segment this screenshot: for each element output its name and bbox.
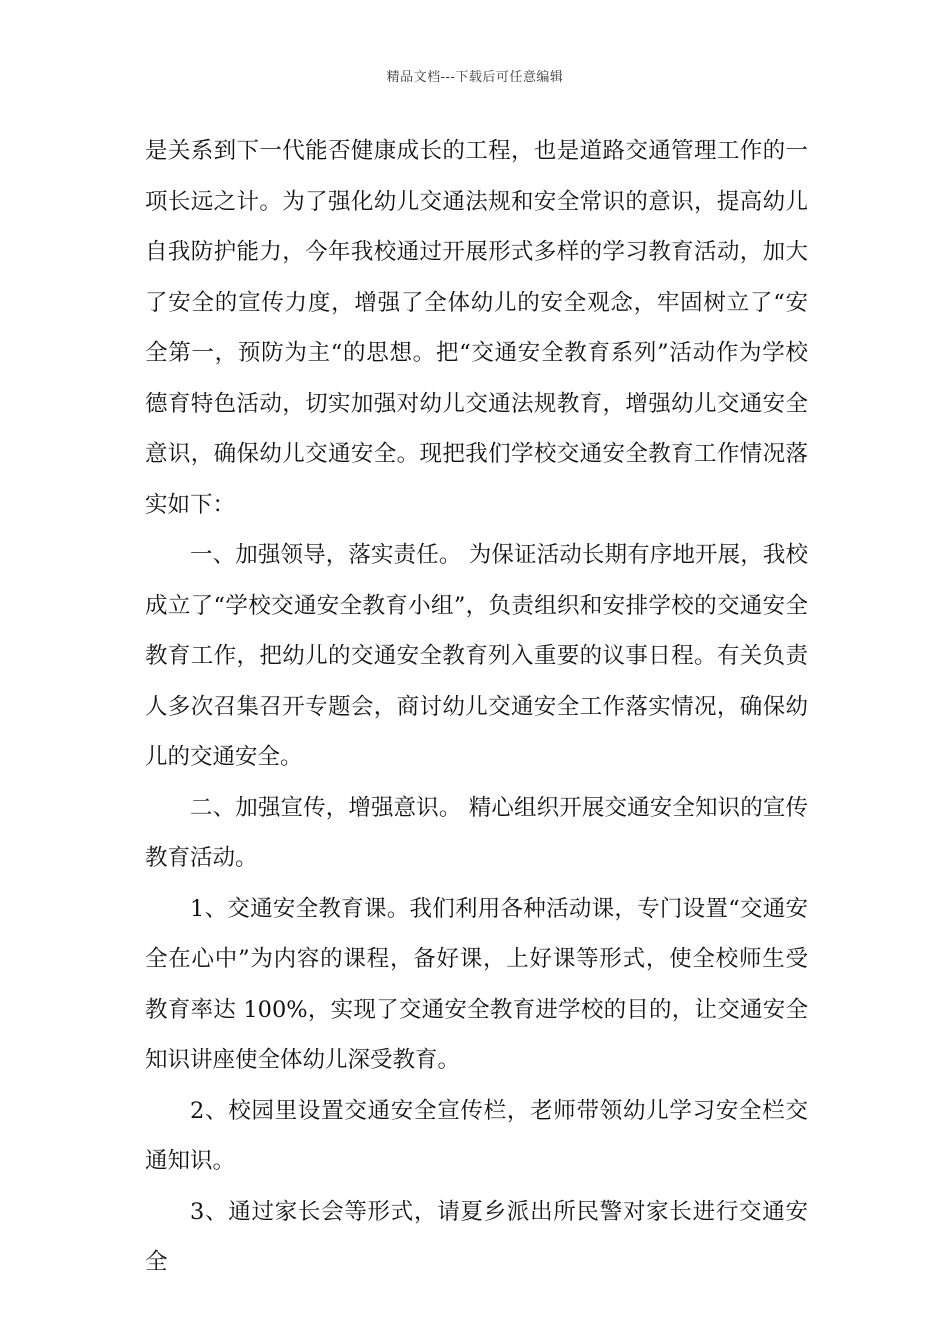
paragraph-section-2: 二、加强宣传，增强意识。 精心组织开展交通安全知识的宣传教育活动。: [145, 794, 808, 871]
paragraph-item-2: 2、校园里设置交通安全宣传栏，老师带领幼儿学习安全栏交通知识。: [145, 1097, 808, 1174]
paragraph-section-1: 一、加强领导，落实责任。 为保证活动长期有序地开展，我校成立了“学校交通安全教育小组”，负责组织和安排学校的交通安全教育工作，把幼儿的交通安全教育列入重要的议事日程。有关负责人多次召集召开专题会，商讨幼儿交通安全工作落实情况，确保幼儿的交通安全。: [145, 542, 808, 770]
paragraph-item-1: 1、交通安全教育课。我们利用各种活动课，专门设置“交通安全在心中”为内容的课程，备好课，上好课等形式，使全校师生受教育率达 100%，实现了交通安全教育进学校的目的，让交通安全知识讲座使全体幼儿深受教育。: [145, 895, 808, 1073]
paragraph-intro-continued: 是关系到下一代能否健康成长的工程，也是道路交通管理工作的一项长远之计。为了强化幼儿交通法规和安全常识的意识，提高幼儿自我防护能力，今年我校通过开展形式多样的学习教育活动，加大了安全的宣传力度，增强了全体幼儿的安全观念，牢固树立了“安全第一，预防为主“的思想。把“交通安全教育系列”活动作为学校德育特色活动，切实加强对幼儿交通法规教育，增强幼儿交通安全意识，确保幼儿交通安全。现把我们学校交通安全教育工作情况落实如下：: [145, 138, 808, 518]
paragraph-item-3: 3、通过家长会等形式，请夏乡派出所民警对家长进行交通安全: [145, 1198, 808, 1275]
document-body: [145, 126, 808, 1288]
page-header: 精品文档---下载后可任意编辑: [386, 70, 564, 85]
